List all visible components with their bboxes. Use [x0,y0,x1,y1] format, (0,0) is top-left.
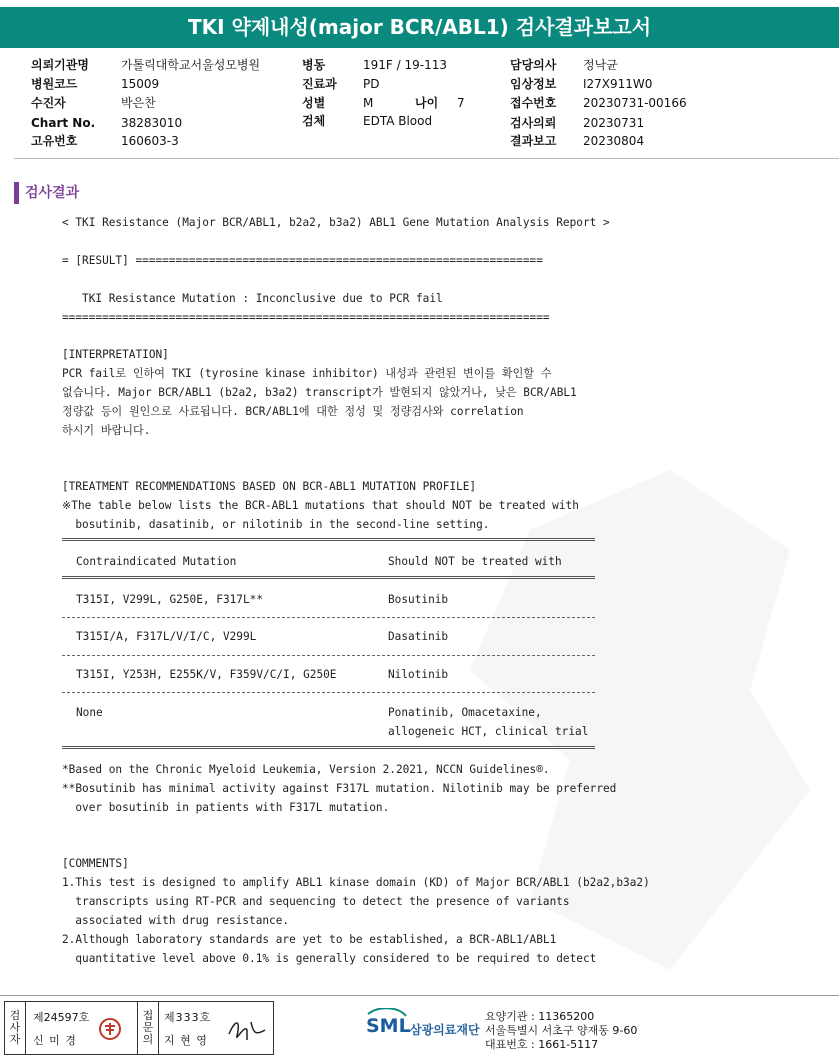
footer-divider [0,995,839,996]
specimen-label: 검체 [302,114,326,128]
doctor-value: 정낙균 [583,58,618,72]
result-line: TKI Resistance Mutation : Inconclusive due to PCR fail [62,292,443,305]
hospital-label: 의뢰기관명 [31,58,89,72]
examiner-seal-icon [98,1017,122,1041]
approver-name: 지 현 영 [164,1034,208,1047]
table-row-mutation: T315I, Y253H, E255K/V, F359V/C/I, G250E [76,668,337,681]
table-row-mutation: None [76,706,103,719]
examiner-name: 신 미 경 [33,1034,77,1047]
patient-name-label: 수진자 [31,96,66,110]
comment-line: transcripts using RT-PCR and sequencing to detect the presence of variants [62,895,570,908]
sex-value: M [363,96,374,110]
chart-no-label: Chart No. [31,116,96,130]
hospital-code-value: 15009 [121,77,160,91]
interpretation-line: PCR fail로 인하여 TKI (tyrosine kinase inhibitor) 내성과 관련된 변이를 확인할 수 [62,367,552,380]
header-divider [14,158,839,159]
table-header-mutation: Contraindicated Mutation [76,555,237,568]
org-code: 요양기관 : 11365200 [485,1010,595,1023]
accession-label: 접수번호 [510,96,557,110]
treatment-note: ※The table below lists the BCR-ABL1 mutations that should NOT be treated with [62,499,579,512]
table-row-mutation: T315I, V299L, G250E, F317L** [76,593,264,606]
table-row-mutation: T315I/A, F317L/V/I/C, V299L [76,630,257,643]
approver-label [137,1002,159,1054]
clinical-info-label: 임상정보 [510,77,557,91]
table-header-border [62,576,595,579]
treatment-note: bosutinib, dasatinib, or nilotinib in the second-line setting. [62,518,490,531]
table-row-drug: Nilotinib [388,668,449,681]
table-header-drug: Should NOT be treated with [388,555,562,568]
hospital-value: 가톨릭대학교서울성모병원 [121,58,261,72]
accession-value: 20230731-00166 [583,96,687,110]
result-separator: ========================================================================= [62,311,550,324]
request-date-value: 20230731 [583,116,645,130]
examiner-box [4,1001,274,1055]
org-address: 서울특별시 서초구 양재동 9-60 [485,1024,638,1037]
comment-line: associated with drug resistance. [62,914,290,927]
examiner-label [5,1002,26,1054]
interpretation-line: 하시기 바랍니다. [62,424,151,437]
comments-header: [COMMENTS] [62,857,129,870]
org-phone: 대표번호 : 1661-5117 [485,1038,599,1051]
comment-line: 2.Although laboratory standards are yet to be established, a BCR-ABL1/ABL1 [62,933,557,946]
ward-label: 병동 [302,58,326,72]
patient-name-value: 박은찬 [121,96,156,110]
table-bottom-border [62,746,595,749]
department-label: 진료과 [302,77,337,91]
table-row-divider [62,692,595,693]
doctor-label: 담당의사 [510,58,557,72]
section-title: 검사결과 [14,182,79,204]
sml-logo-text: SML [366,1015,411,1037]
approver-number: 제333호 [164,1011,212,1024]
unique-no-value: 160603-3 [121,134,179,148]
ward-value: 191F / 19-113 [363,58,447,72]
comment-line: quantitative level above 0.1% is generally considered to be required to detect [62,952,597,965]
table-row-drug-continued: allogeneic HCT, clinical trial [388,725,589,738]
table-row-drug: Bosutinib [388,593,449,606]
report-date-label: 결과보고 [510,134,557,148]
approver-label-text: 접문의 [142,1009,154,1046]
sex-label: 성별 [302,96,326,110]
chart-no-value: 38283010 [121,116,183,130]
age-label: 나이 [415,96,439,110]
hospital-code-label: 병원코드 [31,77,78,91]
unique-no-label: 고유번호 [31,134,78,148]
interpretation-header: [INTERPRETATION] [62,348,169,361]
clinical-info-value: I27X911W0 [583,77,653,91]
approver-signature-icon [225,1012,269,1046]
interpretation-line: 정량값 등이 원인으로 사료됩니다. BCR/ABL1에 대한 정성 및 정량검사와 correlation [62,405,524,418]
report-heading: < TKI Resistance (Major BCR/ABL1, b2a2, b3a2) ABL1 Gene Mutation Analysis Report > [62,216,610,229]
footnote: **Bosutinib has minimal activity against F317L mutation. Nilotinib may be preferred [62,782,617,795]
report-title: TKI 약제내성(major BCR/ABL1) 검사결과보고서 [0,7,839,48]
table-row-divider [62,617,595,618]
org-name: 삼광의료재단 [410,1023,480,1037]
table-row-divider [62,655,595,656]
request-date-label: 검사의뢰 [510,116,557,130]
comment-line: 1.This test is designed to amplify ABL1 kinase domain (KD) of Major BCR/ABL1 (b2a2,b3a2) [62,876,650,889]
table-row-drug: Ponatinib, Omacetaxine, [388,706,542,719]
table-row-drug: Dasatinib [388,630,449,643]
footnote: over bosutinib in patients with F317L mutation. [62,801,390,814]
examiner-label-text: 검사자 [9,1009,21,1046]
report-date-value: 20230804 [583,134,645,148]
table-top-border [62,538,595,541]
department-value: PD [363,77,380,91]
patient-info [31,56,831,156]
specimen-value: EDTA Blood [363,114,433,128]
footnote: *Based on the Chronic Myeloid Leukemia, Version 2.2021, NCCN Guidelines®. [62,763,550,776]
age-value: 7 [457,96,465,110]
result-header: = [RESULT] ============================================================= [62,254,543,267]
interpretation-line: 없습니다. Major BCR/ABL1 (b2a2, b3a2) transcript가 발현되지 않았거나, 낮은 BCR/ABL1 [62,386,577,399]
examiner-number: 제24597호 [33,1011,90,1024]
treatment-header: [TREATMENT RECOMMENDATIONS BASED ON BCR-ABL1 MUTATION PROFILE] [62,480,477,493]
